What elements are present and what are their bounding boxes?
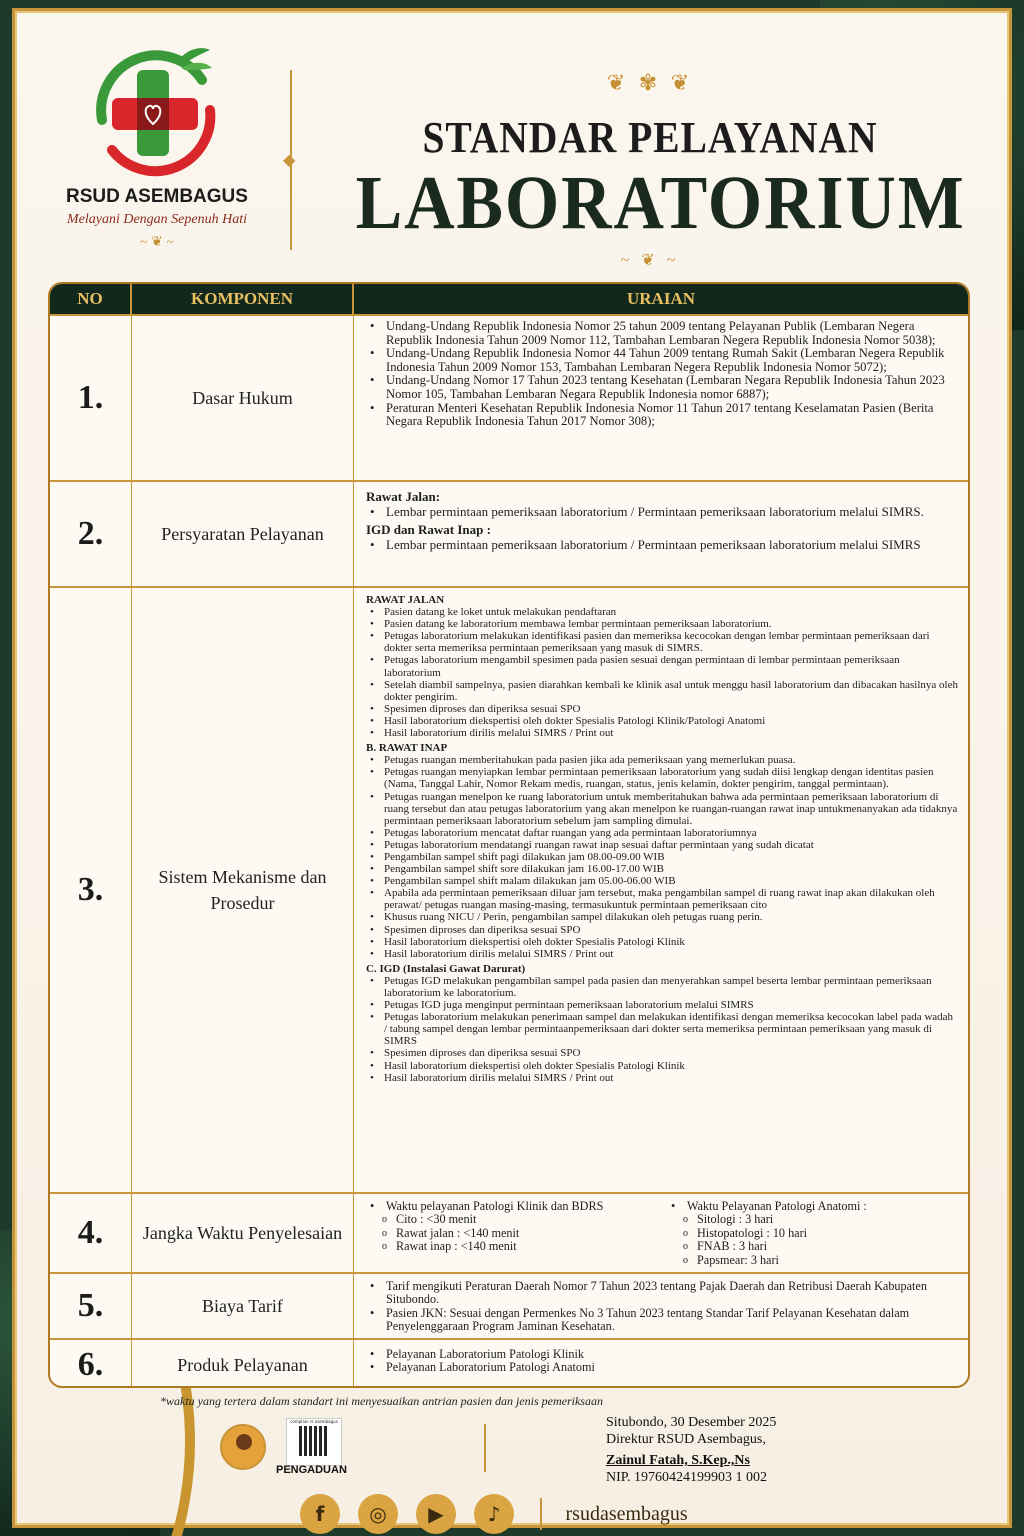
list-item: • Pasien JKN: Sesuai dengan Permenkes No 3 Tahun 2023 tentang Standar Tarif Pelayanan Kesehatan dalam Penyelenggaraan Program Jaminan Kesehatan. bbox=[366, 1307, 958, 1334]
list-item: • Petugas ruangan menelpon ke ruang laboratorium untuk memberitahukan bahwa ada permintaan pemeriksaan laboratorium di ruang tersebut dan atau petugas laboratorium yang akan menelpon ke ruangan-ruangan rawat inap untukmenanyakan ada tidaknya permintaan pemeriksaan laboratorium sebelum jam sampling dimulai. bbox=[366, 791, 958, 827]
list-item: • Petugas laboratorium melakukan identifikasi pasien dan memeriksa kecocokan dengan lembar permintaan pemeriksaan dari dokter serta memeriksa permintaan pemeriksaan yang masuk di SIMRS. bbox=[366, 630, 958, 654]
row-description bbox=[354, 588, 968, 1192]
row-number: 6. bbox=[50, 1340, 132, 1388]
list-item: • Pengambilan sampel shift malam dilakukan jam 05.00-06.00 WIB bbox=[366, 875, 958, 887]
qr-code[interactable] bbox=[286, 1418, 342, 1466]
facebook-icon[interactable]: f bbox=[300, 1494, 340, 1534]
table-row bbox=[50, 1338, 968, 1388]
complaint-label: PENGADUAN bbox=[276, 1464, 347, 1476]
list-item: • Apabila ada permintaan pemeriksaan diluar jam tersebut, maka pengambilan sampel di ruang rawat inap akan dilakukan oleh perawat/ petugas ruangan masing-masing, termasukuntuk permintaan pemeriksaan cito bbox=[366, 887, 958, 911]
title-ornament-icon: ❦ ✾ ❦ bbox=[606, 70, 694, 95]
tiktok-icon[interactable]: ♪ bbox=[474, 1494, 514, 1534]
list-item: o Histopatologi : 10 hari bbox=[667, 1227, 958, 1240]
youtube-icon[interactable]: ▶ bbox=[416, 1494, 456, 1534]
hospital-logo-icon bbox=[82, 40, 232, 180]
row-number: 2. bbox=[50, 482, 132, 586]
diamond-ornament-icon: ◆ bbox=[283, 152, 296, 169]
qr-caption: complain rs asembagus bbox=[290, 1419, 338, 1424]
row-description bbox=[354, 1274, 968, 1338]
row-component: Jangka Waktu Penyelesaian bbox=[132, 1194, 354, 1272]
table-header bbox=[50, 284, 968, 314]
table-row bbox=[50, 480, 968, 586]
title-ornament-bottom-icon: ~ ❦ ~ bbox=[620, 252, 680, 269]
page-title-line1: STANDAR PELAYANAN bbox=[422, 113, 878, 162]
list-item: • Pelayanan Laboratorium Patologi Anatomi bbox=[366, 1361, 958, 1374]
sign-nip: NIP. 19760424199903 1 002 bbox=[606, 1470, 768, 1485]
customer-service-icon bbox=[220, 1424, 266, 1470]
list-item: • Waktu pelayanan Patologi Klinik dan BDRS bbox=[366, 1200, 657, 1213]
row-number: 3. bbox=[50, 588, 132, 1192]
list-item: o Rawat jalan : <140 menit bbox=[366, 1227, 657, 1240]
list-item: • Pengambilan sampel shift sore dilakukan jam 16.00-17.00 WIB bbox=[366, 863, 958, 875]
list-item: • Petugas laboratorium mengambil spesimen pada pasien sesuai dengan permintaan di lembar permintaan pemeriksaan laboratorium bbox=[366, 654, 958, 678]
organization-name: RSUD ASEMBAGUS bbox=[66, 186, 248, 207]
list-item: • Lembar permintaan pemeriksaan laboratorium / Permintaan pemeriksaan laboratorium melalui SIMRS bbox=[366, 538, 958, 553]
table-row bbox=[50, 1272, 968, 1338]
table-row bbox=[50, 1192, 968, 1272]
signature-block bbox=[606, 1414, 776, 1486]
section-title: Rawat Jalan: bbox=[366, 489, 441, 504]
row-number: 4. bbox=[50, 1194, 132, 1272]
list-item: • Undang-Undang Republik Indonesia Nomor 25 tahun 2009 tentang Pelayanan Publik (Lembaran Negera Republik Indonesia Tahun 2009 Nomor 112, Tambahan Lembaran Negera Republik Indonesia Nomor 5038); bbox=[366, 320, 958, 347]
list-item: • Hasil laboratorium dirilis melalui SIMRS / Print out bbox=[366, 1072, 958, 1084]
list-item: • Khusus ruang NICU / Perin, pengambilan sampel dilakukan oleh petugas ruang perin. bbox=[366, 911, 958, 923]
list-item: • Petugas laboratorium mencatat daftar ruangan yang ada permintaan laboratoriumnya bbox=[366, 827, 958, 839]
list-item: • Pasien datang ke loket untuk melakukan pendaftaran bbox=[366, 606, 958, 618]
list-item: • Setelah diambil sampelnya, pasien diarahkan kembali ke klinik asal untuk menggu hasil laboratorium dan dibacakan hasilnya oleh dokter pengirim. bbox=[366, 679, 958, 703]
sign-name: Zainul Fatah, S.Kep.,Ns bbox=[606, 1453, 750, 1468]
header-uraian: URAIAN bbox=[627, 289, 695, 308]
list-item: • Hasil laboratorium dirilis melalui SIMRS / Print out bbox=[366, 727, 958, 739]
page-title-line2: LABORATORIUM bbox=[355, 161, 966, 245]
row-description bbox=[354, 1340, 968, 1388]
ornament-icon: ~ ❦ ~ bbox=[140, 235, 174, 250]
list-item: • Hasil laboratorium diekspertisi oleh dokter Spesialis Patologi Klinik/Patologi Anatomi bbox=[366, 715, 958, 727]
list-item: • Peraturan Menteri Kesehatan Republik Indonesia Nomor 11 Tahun 2017 tentang Keselamatan Pasien (Berita Negara Republik Indonesia Tahun 2017 Nomor 308); bbox=[366, 402, 958, 429]
row-description bbox=[354, 1194, 968, 1272]
list-item: • Petugas ruangan menyiapkan lembar permintaan pemeriksaan laboratorium yang sudah diisi lengkap dengan identitas pasien (Nama, Tanggal Lahir, Nomor Rekam medis, ruangan, status, jenis kelamin, dokter pengirim, tanggal permintaan). bbox=[366, 766, 958, 790]
list-item: • Undang-Undang Nomor 17 Tahun 2023 tentang Kesehatan (Lembaran Negara Republik Indonesia Tahun 2023 Nomor 105, Tambahan Lembaran Negara Republik Indonesia nomor 6887); bbox=[366, 374, 958, 401]
list-item: • Spesimen diproses dan diperiksa sesuai SPO bbox=[366, 703, 958, 715]
section-title: IGD dan Rawat Inap : bbox=[366, 522, 491, 537]
row-number: 1. bbox=[50, 316, 132, 480]
list-item: • Pengambilan sampel shift pagi dilakukan jam 08.00-09.00 WIB bbox=[366, 851, 958, 863]
list-item: • Petugas ruangan memberitahukan pada pasien jika ada pemeriksaan yang memerlukan puasa. bbox=[366, 754, 958, 766]
list-item: • Petugas IGD melakukan pengambilan sampel pada pasien dan menyerahkan sampel beserta lembar permintaan pemeriksaan laboratorium ke laboratorium. bbox=[366, 975, 958, 999]
sign-place-date: Situbondo, 30 Desember 2025 bbox=[606, 1415, 777, 1430]
instagram-icon[interactable]: ◎ bbox=[358, 1494, 398, 1534]
header-komponen: KOMPONEN bbox=[132, 284, 354, 314]
qr-code-icon bbox=[299, 1426, 329, 1456]
section-title: RAWAT JALAN bbox=[366, 594, 445, 606]
list-item: o Papsmear: 3 hari bbox=[667, 1254, 958, 1267]
table-row bbox=[50, 314, 968, 480]
row-component: Produk Pelayanan bbox=[132, 1340, 354, 1388]
sign-position: Direktur RSUD Asembagus, bbox=[606, 1432, 766, 1447]
list-item: o Cito : <30 menit bbox=[366, 1213, 657, 1226]
row-description bbox=[354, 482, 968, 586]
complaint-block[interactable] bbox=[220, 1418, 360, 1480]
list-item: • Pelayanan Laboratorium Patologi Klinik bbox=[366, 1348, 958, 1361]
list-item: • Spesimen diproses dan diperiksa sesuai SPO bbox=[366, 924, 958, 936]
social-bar bbox=[300, 1494, 688, 1534]
list-item: • Pasien datang ke laboratorium membawa lembar permintaan pemeriksaan laboratorium. bbox=[366, 618, 958, 630]
row-component: Biaya Tarif bbox=[132, 1274, 354, 1338]
list-item: o Rawat inap : <140 menit bbox=[366, 1240, 657, 1253]
list-item: • Waktu Pelayanan Patologi Anatomi : bbox=[667, 1200, 958, 1213]
list-item: • Hasil laboratorium diekspertisi oleh dokter Spesialis Patologi Klinik bbox=[366, 1060, 958, 1072]
row-component: Sistem Mekanisme dan Prosedur bbox=[132, 588, 354, 1192]
list-item: • Petugas laboratorium mendatangi ruangan rawat inap sesuai daftar permintaan yang sudah dicatat bbox=[366, 839, 958, 851]
list-item: o Sitologi : 3 hari bbox=[667, 1213, 958, 1226]
social-handle[interactable]: rsudasembagus bbox=[565, 1502, 688, 1525]
section-title: B. RAWAT INAP bbox=[366, 742, 448, 755]
row-component: Dasar Hukum bbox=[132, 316, 354, 480]
table-row bbox=[50, 586, 968, 1192]
header-no: NO bbox=[50, 284, 132, 314]
row-component: Persyaratan Pelayanan bbox=[132, 482, 354, 586]
row-description bbox=[354, 316, 968, 480]
list-item: • Spesimen diproses dan diperiksa sesuai SPO bbox=[366, 1047, 958, 1059]
footnote: *waktu yang tertera dalam standart ini menyesuaikan antrian pasien dan jenis pemeriksaan bbox=[160, 1394, 603, 1408]
row-number: 5. bbox=[50, 1274, 132, 1338]
list-item: • Undang-Undang Republik Indonesia Nomor 44 Tahun 2009 tentang Rumah Sakit (Lembaran Negera Republik Indonesia Tahun 2009 Nomor 153, Tambahan Lembaran Negera Republik Indonesia Nomor 5072); bbox=[366, 347, 958, 374]
service-standard-table bbox=[48, 282, 970, 1388]
list-item: o FNAB : 3 hari bbox=[667, 1240, 958, 1253]
organization-tagline: Melayani Dengan Sepenuh Hati bbox=[66, 212, 247, 227]
list-item: • Lembar permintaan pemeriksaan laboratorium / Permintaan pemeriksaan laboratorium melalui SIMRS. bbox=[366, 505, 958, 520]
list-item: • Petugas IGD juga menginput permintaan pemeriksaan laboratorium melalui SIMRS bbox=[366, 999, 958, 1011]
list-item: • Petugas laboratorium melakukan penerimaan sampel dan melakukan identifikasi dengan memeriksa kecocokan label pada wadah / tabung sampel dengan lembar permintaanpemeriksaan dari dokter serta memeriksa permintaan pemeriksaan yang masuk di SIMRS bbox=[366, 1011, 958, 1047]
list-item: • Hasil laboratorium diekspertisi oleh dokter Spesialis Patologi Klinik bbox=[366, 936, 958, 948]
footer-divider bbox=[484, 1424, 486, 1472]
list-item: • Tarif mengikuti Peraturan Daerah Nomor 7 Tahun 2023 tentang Pajak Daerah dan Retribusi Daerah Kabupaten Situbondo. bbox=[366, 1280, 958, 1307]
logo-block bbox=[52, 40, 262, 251]
social-divider bbox=[540, 1498, 542, 1530]
list-item: • Hasil laboratorium dirilis melalui SIMRS / Print out bbox=[366, 948, 958, 960]
section-title: C. IGD (Instalasi Gawat Darurat) bbox=[366, 962, 526, 975]
